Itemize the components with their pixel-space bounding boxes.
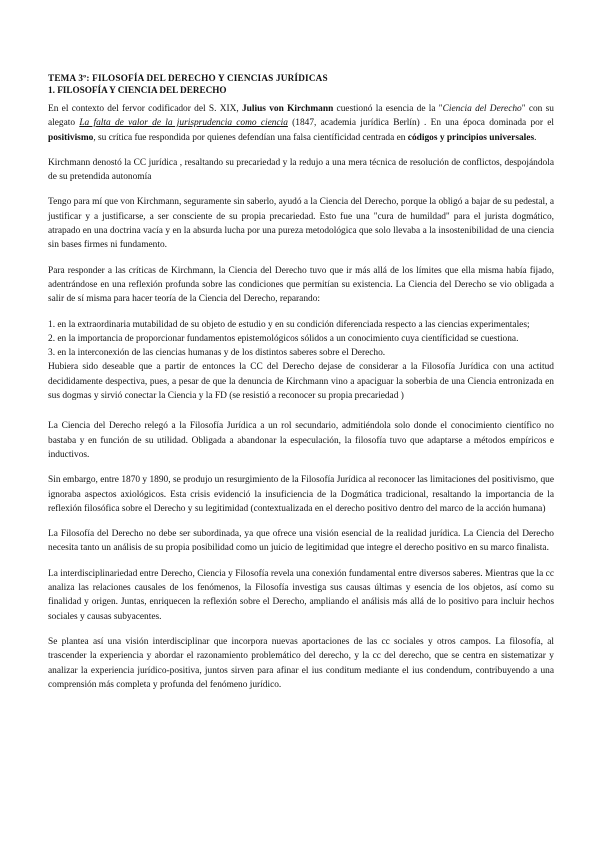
work-title: La falta de valor de la jurisprudencia como ciencia xyxy=(79,118,288,129)
paragraph: Se plantea así una visión interdisciplinar que incorpora nuevas aportaciones de las cc sociales y otros campos. La filosofía, al trascender la experiencia y abordar el razonamiento problemático del derecho, y la cc del derecho, que se centra en sistematizar y analizar la experiencia jurídico-positiva, juntos sirven para afinar el ius conditum mediante el ius condendum, contribuyendo a una comprensión más completa y profunda del fenómeno jurídico. xyxy=(48,636,554,690)
bold-term: códigos y principios universales xyxy=(407,132,535,143)
paragraph: Para responder a las críticas de Kirchmann, la Ciencia del Derecho tuvo que ir más allá de los límites que ella misma había fijado, adentrándose en una reflexión profunda sobre las condiciones que permitían su existencia. La Ciencia del Derecho se vio obligada a salir de sí misma para hacer teoría de la Ciencia del Derecho, reparando: xyxy=(48,265,554,305)
paragraph: La interdisciplinariedad entre Derecho, Ciencia y Filosofía revela una conexión fundamental entre diversos saberes. Mientras que la cc analiza las relaciones causales de los fenómenos, la Filosofía investiga sus causas últimas y esencia de los objetos, así como su finalidad y origen. Juntas, enriquecen la reflexión sobre el Derecho, ampliando el análisis más allá de lo positivo para incluir hechos sociales y causas subyacentes. xyxy=(48,568,554,622)
text-run: " con su alegato xyxy=(48,104,554,129)
text-run: (1847, academia jurídica Berlín) . En una época dominada por el xyxy=(287,118,554,129)
section-heading: 1. FILOSOFÍA Y CIENCIA DEL DERECHO xyxy=(48,85,227,95)
list-item: 2. en la importancia de proporcionar fundamentos epistemológicos sólidos a un conocimiento cuya científicidad se cuestiona. xyxy=(48,333,519,344)
paragraph: La Filosofía del Derecho no debe ser subordinada, ya que ofrece una visión esencial de la realidad jurídica. La Ciencia del Derecho necesita tanto un análisis de su propia posibilidad como un juicio de legitimidad que integre el derecho positivo en su marco finalista. xyxy=(48,529,554,554)
text-run: . xyxy=(534,132,537,143)
emphasis-term: Ciencia del Derecho xyxy=(442,104,522,114)
text-run: , su crítica fue respondida por quienes defendían una falsa científicidad centrada en xyxy=(93,132,408,143)
document-title: TEMA 3º: FILOSOFÍA DEL DERECHO Y CIENCIAS JURÍDICAS xyxy=(48,73,328,83)
spacer xyxy=(48,403,554,409)
text-run: cuestionó la esencia de la " xyxy=(333,104,443,114)
list-item: 3. en la interconexión de las ciencias humanas y de los distintos saberes sobre el Derecho. xyxy=(48,348,386,359)
paragraph: Kirchmann denostó la CC jurídica , resaltando su precariedad y la redujo a una mera técnica de resolución de conflictos, despojándola de su pretendida autonomía xyxy=(48,157,554,183)
author-name: Julius von Kirchmann xyxy=(241,104,334,114)
paragraph: La Ciencia del Derecho relegó a la Filosofía Jurídica a un rol secundario, admitiéndola solo donde el conocimiento científico no bastaba y en función de su utilidad. Obligada a abandonar la especulación, la filosofía tuvo que adaptarse a métodos empíricos e inductivos. xyxy=(48,421,554,460)
paragraph-intro xyxy=(48,102,554,145)
text-run: En el contexto del fervor codificador del S. XIX, xyxy=(48,104,242,114)
paragraph: Tengo para mí que von Kirchmann, seguramente sin saberlo, ayudó a la Ciencia del Derecho, porque la obligó a bajar de su pedestal, a justificar y a justificarse, a ser consciente de su propia precariedad. Esto fue una "cura de humildad" para el jurista dogmático, atrapado en una doctrina vacía y en la absurda lucha por una pureza metodológica que solo llevaba a la insostenibilidad de una ciencia sin bases firmes ni fundamento. xyxy=(48,197,554,251)
bold-term: positivismo xyxy=(48,132,94,143)
numbered-list xyxy=(48,318,554,361)
list-item: 1. en la extraordinaria mutabilidad de su objeto de estudio y en su condición diferenciada respecto a las ciencias experimentales; xyxy=(48,319,530,330)
paragraph: Sin embargo, entre 1870 y 1890, se produjo un resurgimiento de la Filosofía Jurídica al reconocer las limitaciones del positivismo, que ignoraba aspectos axiológicos. Esta crisis evidenció la insuficiencia de la Dogmática tradicional, resaltando la importancia de la reflexión filosófica sobre el Derecho y su legitimidad (contextualizada en el derecho positivo dentro del marco de la acción humana) xyxy=(48,475,554,514)
paragraph: Hubiera sido deseable que a partir de entonces la CC del Derecho dejase de considerar a la Filosofía Jurídica con una actitud decididamente despectiva, pues, a pesar de que la denuncia de Kirchmann vino a apaciguar la soberbia de una Ciencia entronizada en sus dogmas y sirvió conectar la Ciencia y la FD (se resistió a reconocer su propia precariedad ) xyxy=(48,362,554,402)
